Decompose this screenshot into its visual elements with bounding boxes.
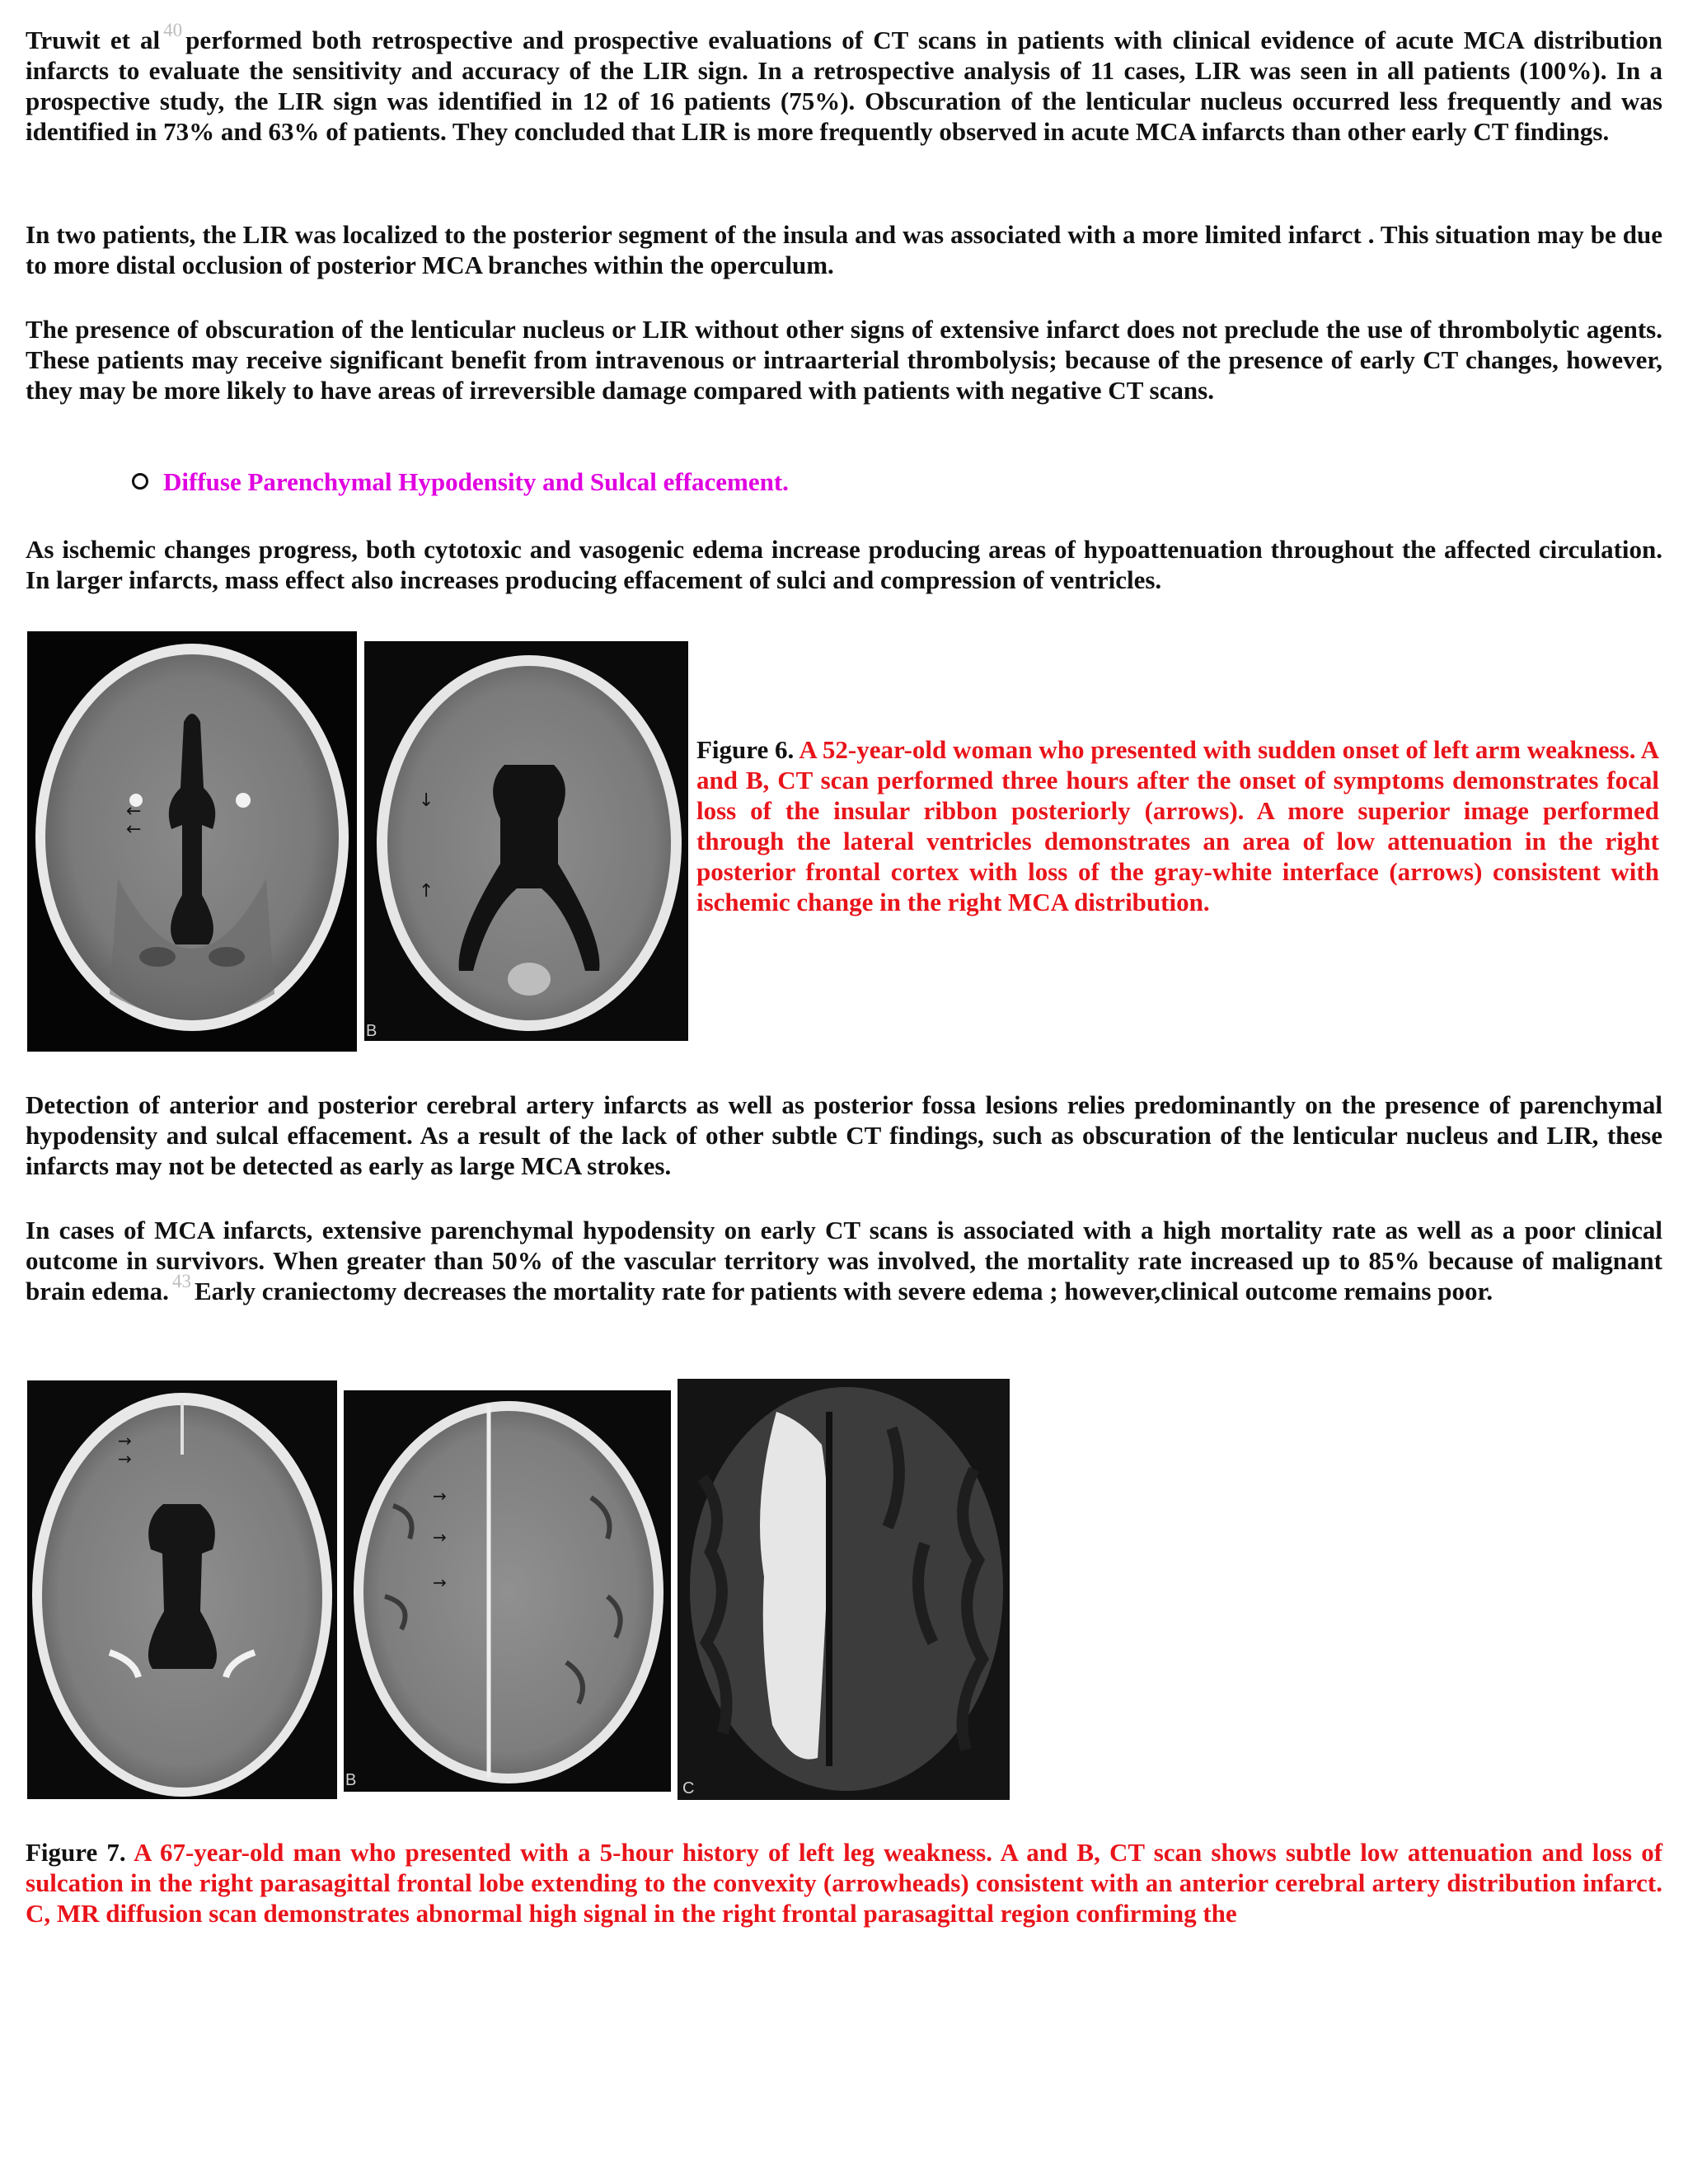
figure6-ct-image-a	[27, 631, 357, 1052]
paragraph-detection: Detection of anterior and posterior cerebral artery infarcts as well as posterior fossa lesions relies predominantly on the presence of parenchymal hypodensity and sulcal effacement. As a result of the lack of other subtle CT findings, such as obscuration of the lenticular nucleus and LIR, these infarcts may not be detected as early as large MCA strokes.	[26, 1090, 1662, 1180]
svg-text:←: ←	[126, 819, 142, 840]
section-heading: Diffuse Parenchymal Hypodensity and Sulcal effacement.	[163, 467, 789, 496]
figure6-ct-image-b	[364, 641, 688, 1041]
svg-text:→: →	[118, 1449, 132, 1469]
svg-text:↓: ↓	[419, 790, 434, 811]
svg-text:→: →	[433, 1572, 447, 1592]
svg-text:↑: ↑	[419, 881, 434, 902]
figure7-caption	[26, 1837, 1662, 1929]
paragraph-truwit	[26, 20, 1662, 147]
paragraph-ischemic-progress: As ischemic changes progress, both cytotoxic and vasogenic edema increase producing areas of hypoattenuation throughout the affected circulation. In larger infarcts, mass effect also increases producing effacement of sulci and compression of ventricles.	[26, 535, 1662, 594]
paragraph-thrombolysis: The presence of obscuration of the lenticular nucleus or LIR without other signs of extensive infarct does not preclude the use of thrombolytic agents. These patients may receive significant benefit from intravenous or intraarterial thrombolysis; because of the presence of early CT changes, however, they may be more likely to have areas of irreversible damage compared with patients with negative CT scans.	[26, 315, 1662, 405]
figure6-caption	[696, 734, 1659, 917]
figure6-label: Figure 6.	[696, 735, 795, 764]
figure7-ct-image-b	[344, 1390, 671, 1792]
svg-text:→: →	[433, 1486, 447, 1506]
paragraph-text: In cases of MCA infarcts, extensive parenchymal hypodensity on early CT scans is associated with a high mortality rate as well as a poor clinical outcome in survivors. When greater than 50% of the vascular territory was involved, the mortality rate increased up to 85% because of malignant brain edema.	[26, 1216, 1662, 1305]
svg-text:←: ←	[126, 801, 142, 822]
figure7-label: Figure 7.	[26, 1838, 126, 1867]
figure6-caption-text: A 52-year-old woman who presented with sudden onset of left arm weakness. A and B, CT scan performed three hours after the onset of symptoms demonstrates focal loss of the insular ribbon posteriorly (arrows). A more superior image performed through the lateral ventricles demonstrates an area of low attenuation in the right posterior frontal cortex with loss of the gray-white interface (arrows) consistent with ischemic change in the right MCA distribution.	[696, 735, 1659, 916]
panel-letter-c: C	[682, 1779, 695, 1797]
reference-superscript: 43	[171, 1271, 191, 1291]
svg-text:→: →	[433, 1527, 447, 1547]
paragraph-text: performed both retrospective and prospective evaluations of CT scans in patients with clinical evidence of acute MCA distribution infarcts to evaluate the sensitivity and accuracy of the LIR sign. In a retrospective analysis of 11 cases, LIR was seen in all patients (100%). In a prospective study, the LIR sign was identified in 12 of 16 patients (75%). Obscuration of the lenticular nucleus occurred less frequently and was identified in 73% and 63% of patients. They concluded that LIR is more frequently observed in acute MCA infarcts than other early CT findings.	[26, 26, 1662, 146]
paragraph-text: Early craniectomy decreases the mortality rate for patients with severe edema ; however,clinical outcome remains poor.	[194, 1277, 1493, 1305]
panel-letter-b: B	[366, 1022, 377, 1040]
bullet-circle-icon	[132, 473, 148, 490]
paragraph-posterior-insula: In two patients, the LIR was localized to the posterior segment of the insula and was associated with a more limited infarct . This situation may be due to more distal occlusion of posterior MCA branches within the operculum.	[26, 220, 1662, 279]
figure7-caption-text: A 67-year-old man who presented with a 5-hour history of left leg weakness. A and B, CT scan shows subtle low attenuation and loss of sulcation in the right parasagittal frontal lobe extending to the convexity (arrowheads) consistent with an anterior cerebral artery distribution infarct. C, MR diffusion scan demonstrates abnormal high signal in the right frontal parasagittal region confirming the	[26, 1838, 1663, 1928]
panel-letter-b: B	[345, 1771, 357, 1789]
section-heading-bullet	[132, 466, 789, 497]
figure7-mr-diffusion-image-c	[678, 1379, 1010, 1800]
svg-text:→: →	[118, 1431, 132, 1451]
paragraph-text: Truwit et al	[26, 26, 161, 54]
reference-superscript: 40	[163, 20, 183, 40]
paragraph-mortality	[26, 1215, 1662, 1306]
figure7-ct-image-a	[27, 1380, 337, 1799]
